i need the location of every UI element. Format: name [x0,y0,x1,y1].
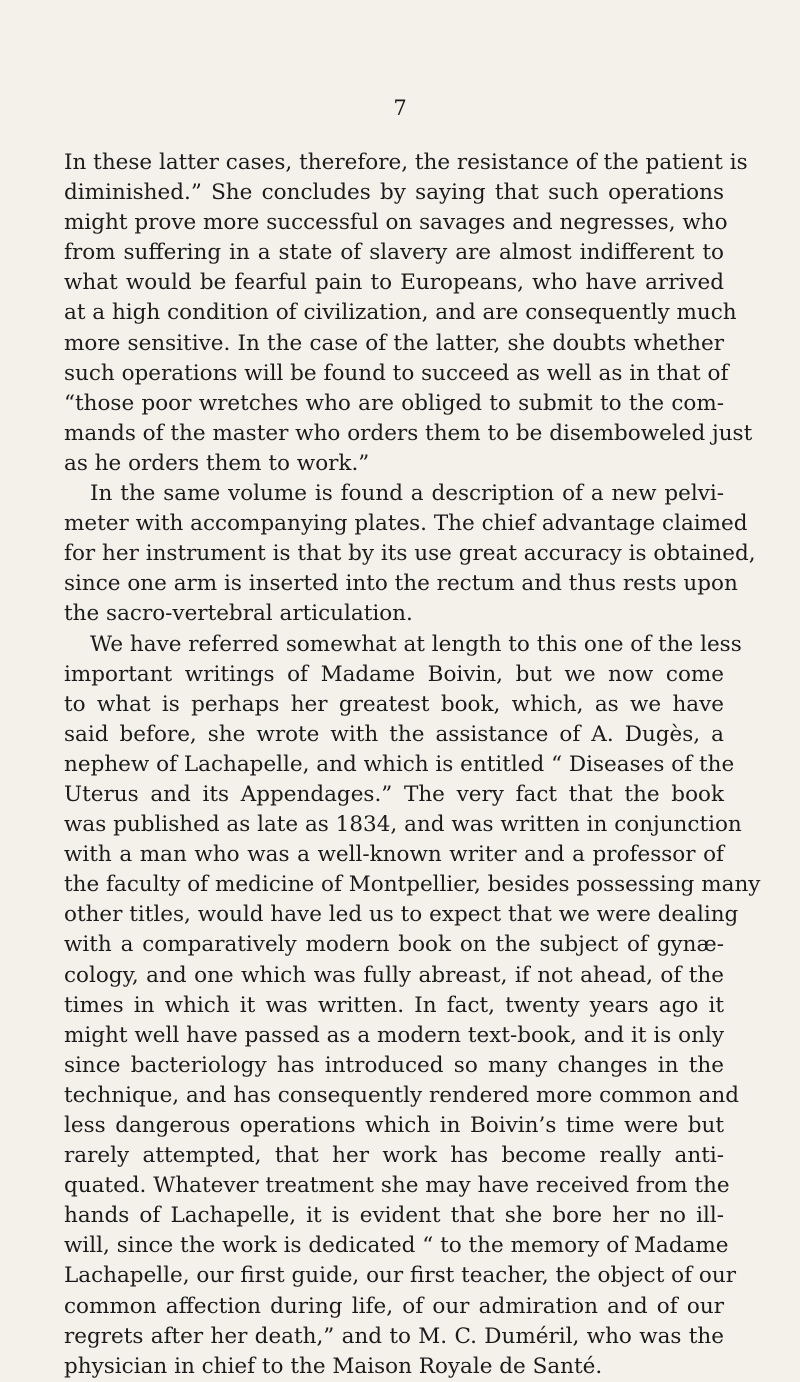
paragraph-start-line: In the same volume is found a description of a new pelvi- [90,481,724,507]
text-line: important writings of Madame Boivin, but we now come [64,661,724,687]
text-line: diminished.” She concludes by saying that such operations [64,180,724,206]
text-line: might well have passed as a modern text-book, and it is only [64,1022,724,1048]
text-line: the sacro-vertebral articulation. [64,601,413,627]
text-line: since one arm is inserted into the rectum and thus rests upon [64,571,738,597]
text-line: Lachapelle, our first guide, our first teacher, the object of our [64,1263,736,1289]
text-line: less dangerous operations which in Boivin’s time were but [64,1113,724,1138]
paragraph-start-line: We have referred somewhat at length to this one of the less [90,631,742,657]
text-line: technique, and has consequently rendered more common and [64,1082,739,1108]
text-line: rarely attempted, that her work has become really anti- [64,1143,724,1169]
text-line: said before, she wrote with the assistance of A. Dugès, a [64,721,724,747]
text-line: the faculty of medicine of Montpellier, besides possessing many [64,872,761,898]
text-line: regrets after her death,” and to M. C. Duméril, who was the [64,1323,724,1349]
text-line: will, since the work is dedicated “ to the memory of Madame [64,1233,729,1259]
text-line: to what is perhaps her greatest book, which, as we have [64,691,724,717]
text-line: quated. Whatever treatment she may have received from the [64,1173,730,1199]
text-line: mands of the master who orders them to be disemboweled just [64,420,753,446]
text-line: with a comparatively modern book on the subject of gynæ- [64,932,724,958]
text-line: what would be fearful pain to Europeans, who have arrived [64,270,724,296]
text-line: might prove more successful on savages and negresses, who [64,210,728,236]
text-line: times in which it was written. In fact, twenty years ago it [64,992,724,1018]
text-line: such operations will be found to succeed as well as in that of [64,360,729,386]
text-line: other titles, would have led us to expect that we were dealing [64,902,739,928]
text-line: from suffering in a state of slavery are almost indifferent to [64,240,724,266]
text-line: cology, and one which was fully abreast, if not ahead, of the [64,962,724,988]
text-line: Uterus and its Appendages.” The very fact that the book [64,781,724,807]
text-line: since bacteriology has introduced so many changes in the [64,1052,724,1078]
text-line: nephew of Lachapelle, and which is entitled “ Diseases of the [64,751,735,777]
text-line: hands of Lachapelle, it is evident that she bore her no ill- [64,1203,724,1229]
text-line: was published as late as 1834, and was written in conjunction [64,812,742,838]
text-line: “those poor wretches who are obliged to submit to the com- [64,390,724,416]
body-text [64,148,761,1382]
text-line: In these latter cases, therefore, the resistance of the patient is [64,150,748,175]
text-line: meter with accompanying plates. The chief advantage claimed [64,511,748,537]
text-line: at a high condition of civilization, and are consequently much [64,300,737,326]
text-line: common affection during life, of our admiration and of our [64,1293,724,1319]
page-number: 7 [393,96,407,120]
text-line: physician in chief to the Maison Royale de Santé. [64,1353,603,1379]
text-line: more sensitive. In the case of the latter, she doubts whether [64,330,724,356]
text-line: with a man who was a well-known writer and a professor of [64,842,724,868]
text-line: as he orders them to work.” [64,450,370,476]
text-line: for her instrument is that by its use great accuracy is obtained, [64,541,756,567]
